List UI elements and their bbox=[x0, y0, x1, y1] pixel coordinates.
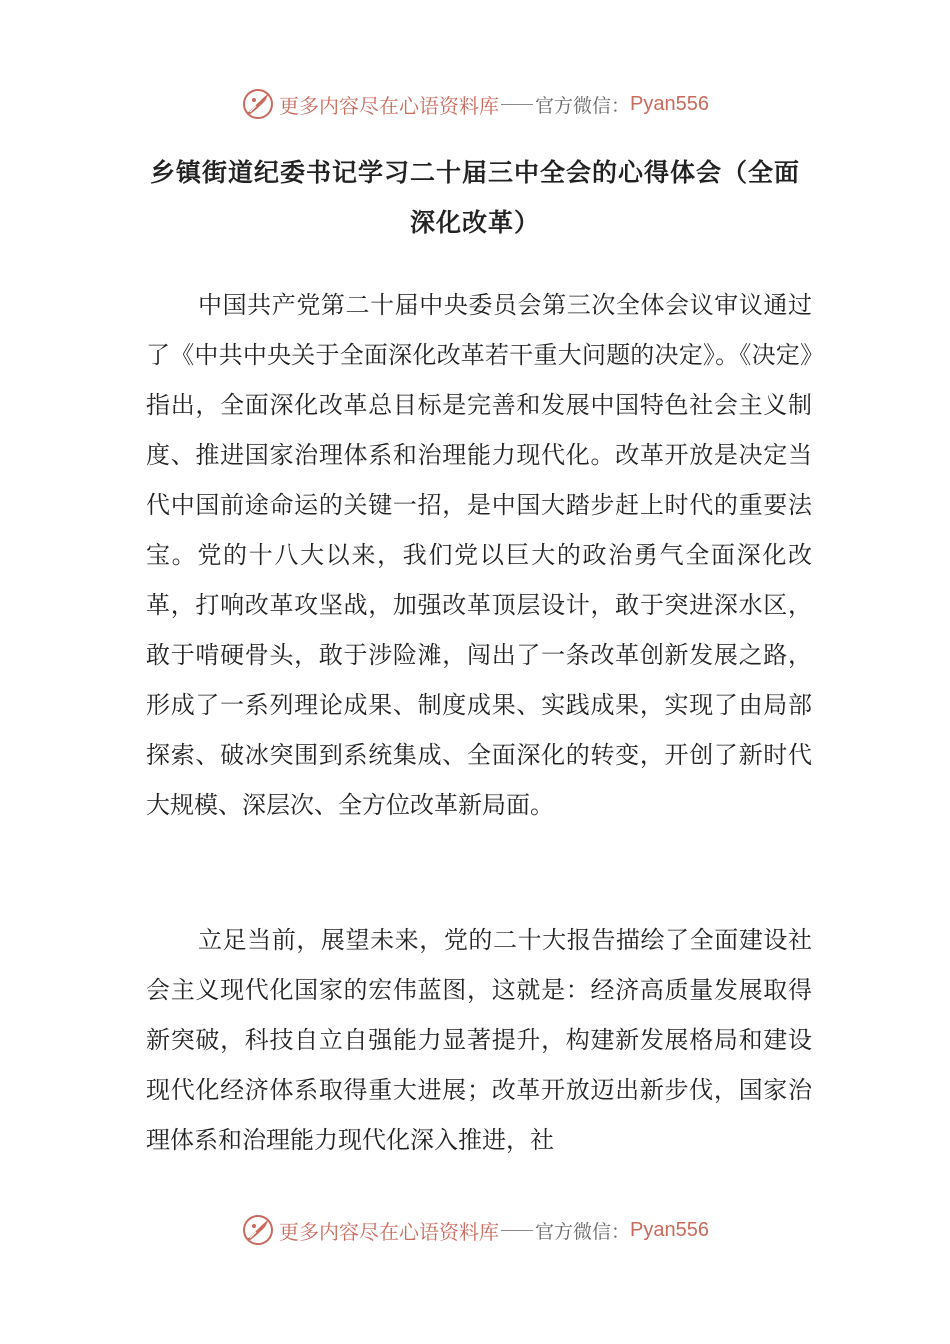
pen-nib-logo-icon bbox=[241, 1213, 275, 1247]
watermark-wechat-id: Pyan556 bbox=[630, 92, 709, 115]
body-paragraph-2: 立足当前，展望未来，党的二十大报告描绘了全面建设社会主义现代化国家的宏伟蓝图，这就是：经济高质量发展取得新突破，科技自立自强能力显著提升，构建新发展格局和建设现代化经济体系取得重大进展；改革开放迈出新步伐，国家治理体系和治理能力现代化深入推进，社 bbox=[146, 926, 812, 1154]
title-line-1: 乡镇街道纪委书记学习二十届三中全会的心得体会（全面 bbox=[149, 158, 800, 187]
body-paragraph-1: 中国共产党第二十届中央委员会第三次全体会议审议通过了《中共中央关于全面深化改革若干重大问题的决定》。《决定》指出，全面深化改革总目标是完善和发展中国特色社会主义制度、推进国家治理体系和治理能力现代化。改革开放是决定当代中国前途命运的关键一招，是中国大踏步赶上时代的重要法宝。党的十八大以来，我们党以巨大的政治勇气全面深化改革，打响改革攻坚战，加强改革顶层设计，敢于突进深水区，敢于啃硬骨头，敢于涉险滩，闯出了一条改革创新发展之路，形成了一系列理论成果、制度成果、实践成果，实现了由局部探索、破冰突围到系统集成、全面深化的转变，开创了新时代大规模、深层次、全方位改革新局面。 bbox=[146, 291, 812, 819]
pen-nib-logo-icon bbox=[241, 87, 275, 121]
watermark-wechat-id: Pyan556 bbox=[630, 1218, 709, 1241]
document-title bbox=[130, 148, 820, 248]
watermark-text: 更多内容尽在心语资料库 bbox=[279, 1219, 499, 1244]
watermark-wechat-label: 官方微信： bbox=[535, 94, 631, 117]
watermark-dash bbox=[501, 1230, 533, 1231]
title-line-2: 深化改革） bbox=[409, 208, 540, 237]
watermark-text: 更多内容尽在心语资料库 bbox=[279, 93, 499, 118]
watermark-wechat-label: 官方微信： bbox=[535, 1220, 631, 1243]
watermark-dash bbox=[501, 104, 533, 105]
footer-watermark-banner bbox=[0, 1210, 950, 1250]
header-watermark-banner bbox=[0, 84, 950, 124]
